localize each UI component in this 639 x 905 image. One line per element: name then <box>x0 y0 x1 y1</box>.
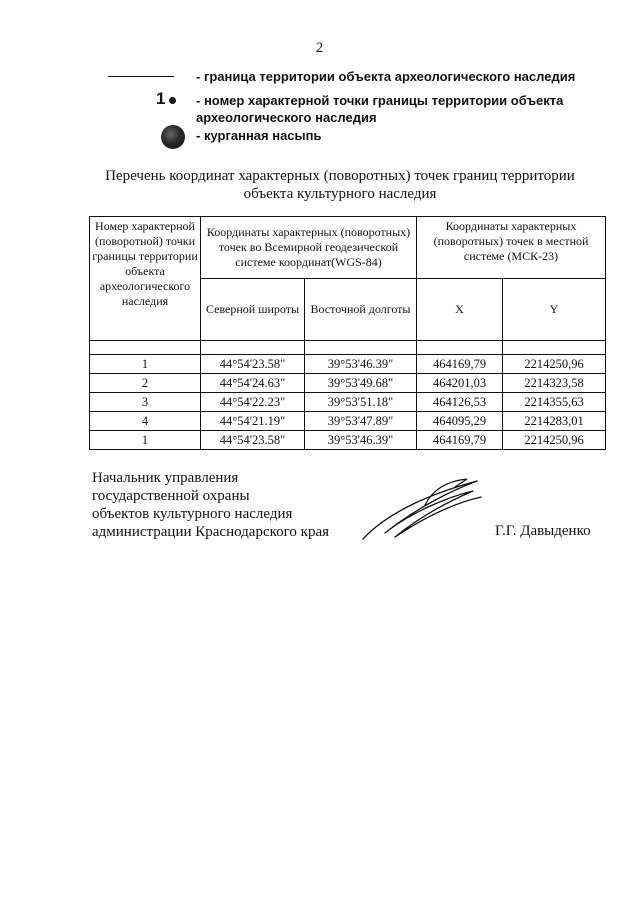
header-msk: Координаты характерных (поворотных) точек в местной системе (МСК-23) <box>417 217 606 279</box>
legend-text-point-number-line2: археологического наследия <box>196 110 377 125</box>
cell-y: 2214283,01 <box>503 412 606 431</box>
cell-latitude: 44°54'23.58" <box>201 431 305 450</box>
cell-x: 464169,79 <box>417 431 503 450</box>
legend-text-point-number <box>196 92 563 126</box>
page-number: 2 <box>315 40 324 56</box>
signatory-name: Г.Г. Давыденко <box>495 523 591 539</box>
point-dot-icon <box>169 97 176 104</box>
title-line-2: объекта культурного наследия <box>243 186 437 202</box>
cell-point-number: 2 <box>90 374 201 393</box>
header-x: X <box>417 279 503 341</box>
cell-x: 464095,29 <box>417 412 503 431</box>
title-line-1: Перечень координат характерных (поворотных) точек границ территории <box>105 168 575 184</box>
legend-text-boundary: - граница территории объекта археологического наследия <box>196 69 576 84</box>
cell-longitude: 39°53'49.68" <box>305 374 417 393</box>
cell-longitude: 39°53'47.89" <box>305 412 417 431</box>
blank-cell <box>201 341 305 355</box>
header-wgs: Координаты характерных (поворотных) точек во Всемирной геодезической системе координат(WGS-84) <box>201 217 417 279</box>
table-row <box>90 374 606 393</box>
handwritten-signature <box>355 475 485 545</box>
table-row <box>90 393 606 412</box>
blank-cell <box>305 341 417 355</box>
cell-y: 2214250,96 <box>503 355 606 374</box>
cell-point-number: 4 <box>90 412 201 431</box>
cell-latitude: 44°54'21.19" <box>201 412 305 431</box>
cell-y: 2214250,96 <box>503 431 606 450</box>
table-row <box>90 431 606 450</box>
legend-item-point-number <box>108 89 564 126</box>
legend-item-boundary <box>108 68 575 85</box>
document-title <box>60 167 620 203</box>
signature-block <box>92 469 329 541</box>
coordinates-table <box>89 216 606 450</box>
cell-point-number: 1 <box>90 431 201 450</box>
signature-position-line-1: Начальник управления <box>92 470 239 486</box>
point-number-sample: 1 <box>156 89 166 108</box>
cell-x: 464126,53 <box>417 393 503 412</box>
mound-symbol <box>108 127 196 143</box>
blank-cell <box>417 341 503 355</box>
cell-latitude: 44°54'24.63" <box>201 374 305 393</box>
cell-latitude: 44°54'23.58" <box>201 355 305 374</box>
cell-latitude: 44°54'22.23" <box>201 393 305 412</box>
signature-position-line-3: объектов культурного наследия <box>92 506 293 522</box>
cell-point-number: 1 <box>90 355 201 374</box>
legend-item-mound <box>108 127 321 144</box>
boundary-line-symbol <box>108 68 196 84</box>
header-east-longitude: Восточной долготы <box>305 279 417 341</box>
cell-longitude: 39°53'46.39" <box>305 431 417 450</box>
header-point-number: Номер характерной (поворотной) точки границы территории объекта археологического наследия <box>90 217 201 341</box>
signature-position-line-2: государственной охраны <box>92 488 250 504</box>
cell-longitude: 39°53'46.39" <box>305 355 417 374</box>
legend-text-mound: - курганная насыпь <box>196 128 322 143</box>
blank-cell <box>90 341 201 355</box>
table-row <box>90 355 606 374</box>
table-row <box>90 412 606 431</box>
point-number-symbol <box>108 89 196 108</box>
cell-longitude: 39°53'51.18" <box>305 393 417 412</box>
header-north-latitude: Северной широты <box>201 279 305 341</box>
blank-cell <box>503 341 606 355</box>
header-y: Y <box>503 279 606 341</box>
signature-position-line-4: администрации Краснодарского края <box>92 524 330 540</box>
cell-x: 464169,79 <box>417 355 503 374</box>
cell-x: 464201,03 <box>417 374 503 393</box>
mound-icon <box>161 125 185 149</box>
cell-point-number: 3 <box>90 393 201 412</box>
cell-y: 2214355,63 <box>503 393 606 412</box>
cell-y: 2214323,58 <box>503 374 606 393</box>
legend-text-point-number-line1: - номер характерной точки границы территории объекта <box>196 93 564 108</box>
